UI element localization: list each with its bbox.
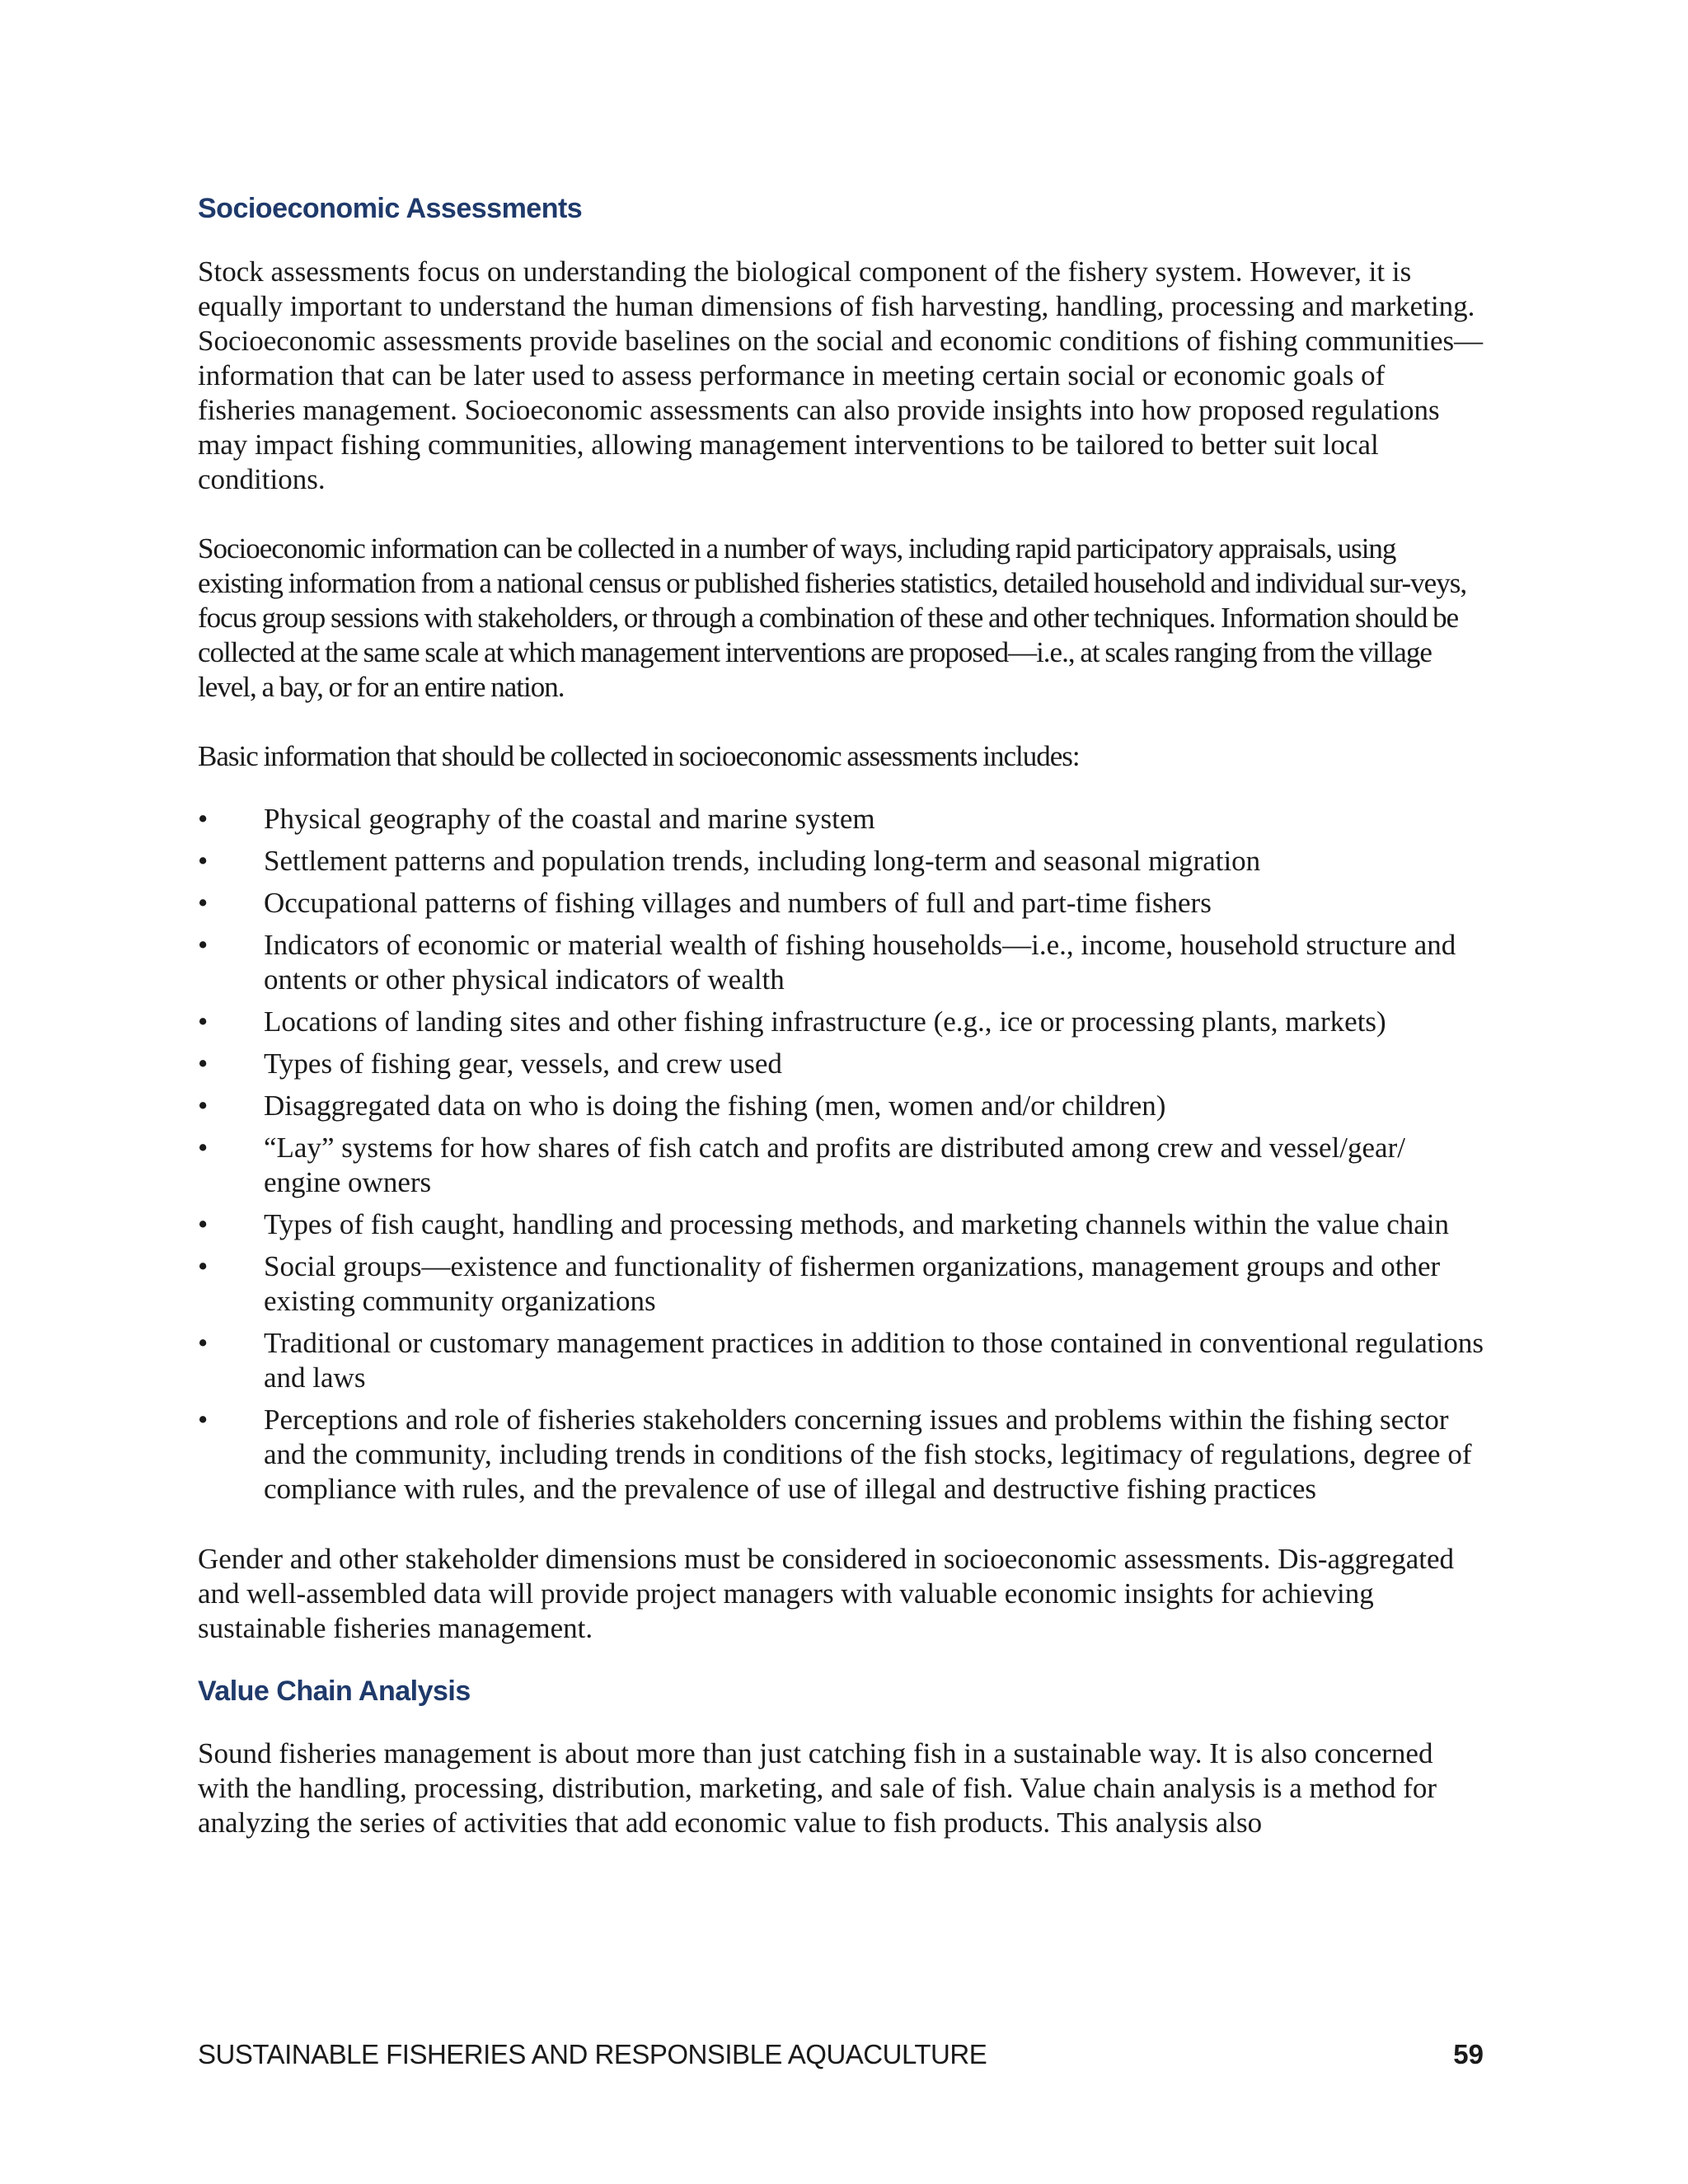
list-item: • Disaggregated data on who is doing the fishing (men, women and/or children)	[198, 1090, 1166, 1122]
paragraph-socioeconomic-information: Socioeconomic information can be collected in a number of ways, including rapid participatory appraisals, using existing information from a national census or published fisheries statistics, detailed household and individual sur-veys, focus group sessions with stakeholders, or through a combination of these and other techniques. Information should be collected at the same scale at which management interventions are proposed—i.e., at scales ranging from the village level, a bay, or for an entire nation.	[198, 532, 1467, 703]
page-number: 59	[1453, 2039, 1484, 2069]
list-item: • “Lay” systems for how shares of fish catch and profits are distributed among crew and vessel/gear/ engine owners	[198, 1132, 1405, 1198]
bullet-icon: •	[198, 1132, 209, 1164]
bullet-icon: •	[198, 929, 209, 961]
bullet-icon: •	[198, 1404, 209, 1436]
bullet-icon: •	[198, 1047, 209, 1080]
list-item: • Traditional or customary management practices in addition to those contained in conventional regulations and laws	[198, 1327, 1484, 1394]
bullet-icon: •	[198, 1327, 209, 1359]
page-footer	[198, 2039, 1484, 2070]
bullet-icon: •	[198, 803, 209, 835]
list-item: • Indicators of economic or material wealth of fishing households—i.e., income, household structure and ontents or other physical indicators of wealth	[198, 929, 1456, 996]
bullet-icon: •	[198, 1250, 209, 1282]
list-item: • Types of fishing gear, vessels, and crew used	[198, 1047, 782, 1080]
bullet-icon: •	[198, 1208, 209, 1240]
bullet-icon: •	[198, 1005, 209, 1038]
footer-title: SUSTAINABLE FISHERIES AND RESPONSIBLE AQUACULTURE	[198, 2039, 987, 2069]
bullet-icon: •	[198, 887, 209, 919]
list-item: • Physical geography of the coastal and marine system	[198, 803, 875, 835]
paragraph-value-chain: Sound fisheries management is about more than just catching fish in a sustainable way. It is also concerned with the handling, processing, distribution, marketing, and sale of fish. Value chain analysis is a method for analyzing the series of activities that add economic value to fish products. This analysis also	[198, 1737, 1437, 1839]
bullet-icon: •	[198, 1090, 209, 1122]
paragraph-basic-information: Basic information that should be collected in socioeconomic assessments includes:	[198, 740, 1080, 772]
list-item: • Settlement patterns and population trends, including long-term and seasonal migration	[198, 845, 1261, 877]
list-item: • Perceptions and role of fisheries stakeholders concerning issues and problems within the fishing sector and the community, including trends in conditions of the fish stocks, legitimacy of regulations, degree of compliance with rules, and the prevalence of use of illegal and destructive fishing practices	[198, 1404, 1472, 1505]
page-content	[198, 188, 1484, 1840]
list-item: • Social groups—existence and functionality of fishermen organizations, management groups and other existing community organizations	[198, 1250, 1441, 1317]
list-item: • Locations of landing sites and other fishing infrastructure (e.g., ice or processing plants, markets)	[198, 1005, 1386, 1038]
paragraph-gender-dimensions: Gender and other stakeholder dimensions must be considered in socioeconomic assessments. Dis-aggregated and well-assembled data will provide project managers with valuable economic insights for achieving sustainable fisheries management.	[198, 1543, 1455, 1644]
section-heading-socioeconomic: Socioeconomic Assessments	[198, 193, 583, 224]
bullet-icon: •	[198, 845, 209, 877]
paragraph-stock-assessments: Stock assessments focus on understanding the biological component of the fishery system. However, it is equally important to understand the human dimensions of fish harvesting, handling, processing and marketing. Socioeconomic assessments provide baselines on the social and economic conditions of fishing communities— information that can be later used to assess performance in meeting certain social or economic goals of fisheries management. Socioeconomic assessments can also provide insights into how proposed regulations may impact fishing communities, allowing management interventions to be tailored to better suit local conditions.	[198, 255, 1484, 495]
bullet-list	[198, 802, 1484, 1507]
list-item: • Occupational patterns of fishing villages and numbers of full and part-time fishers	[198, 887, 1212, 919]
list-item: • Types of fish caught, handling and processing methods, and marketing channels within the value chain	[198, 1208, 1450, 1240]
section-heading-value-chain: Value Chain Analysis	[198, 1675, 471, 1707]
